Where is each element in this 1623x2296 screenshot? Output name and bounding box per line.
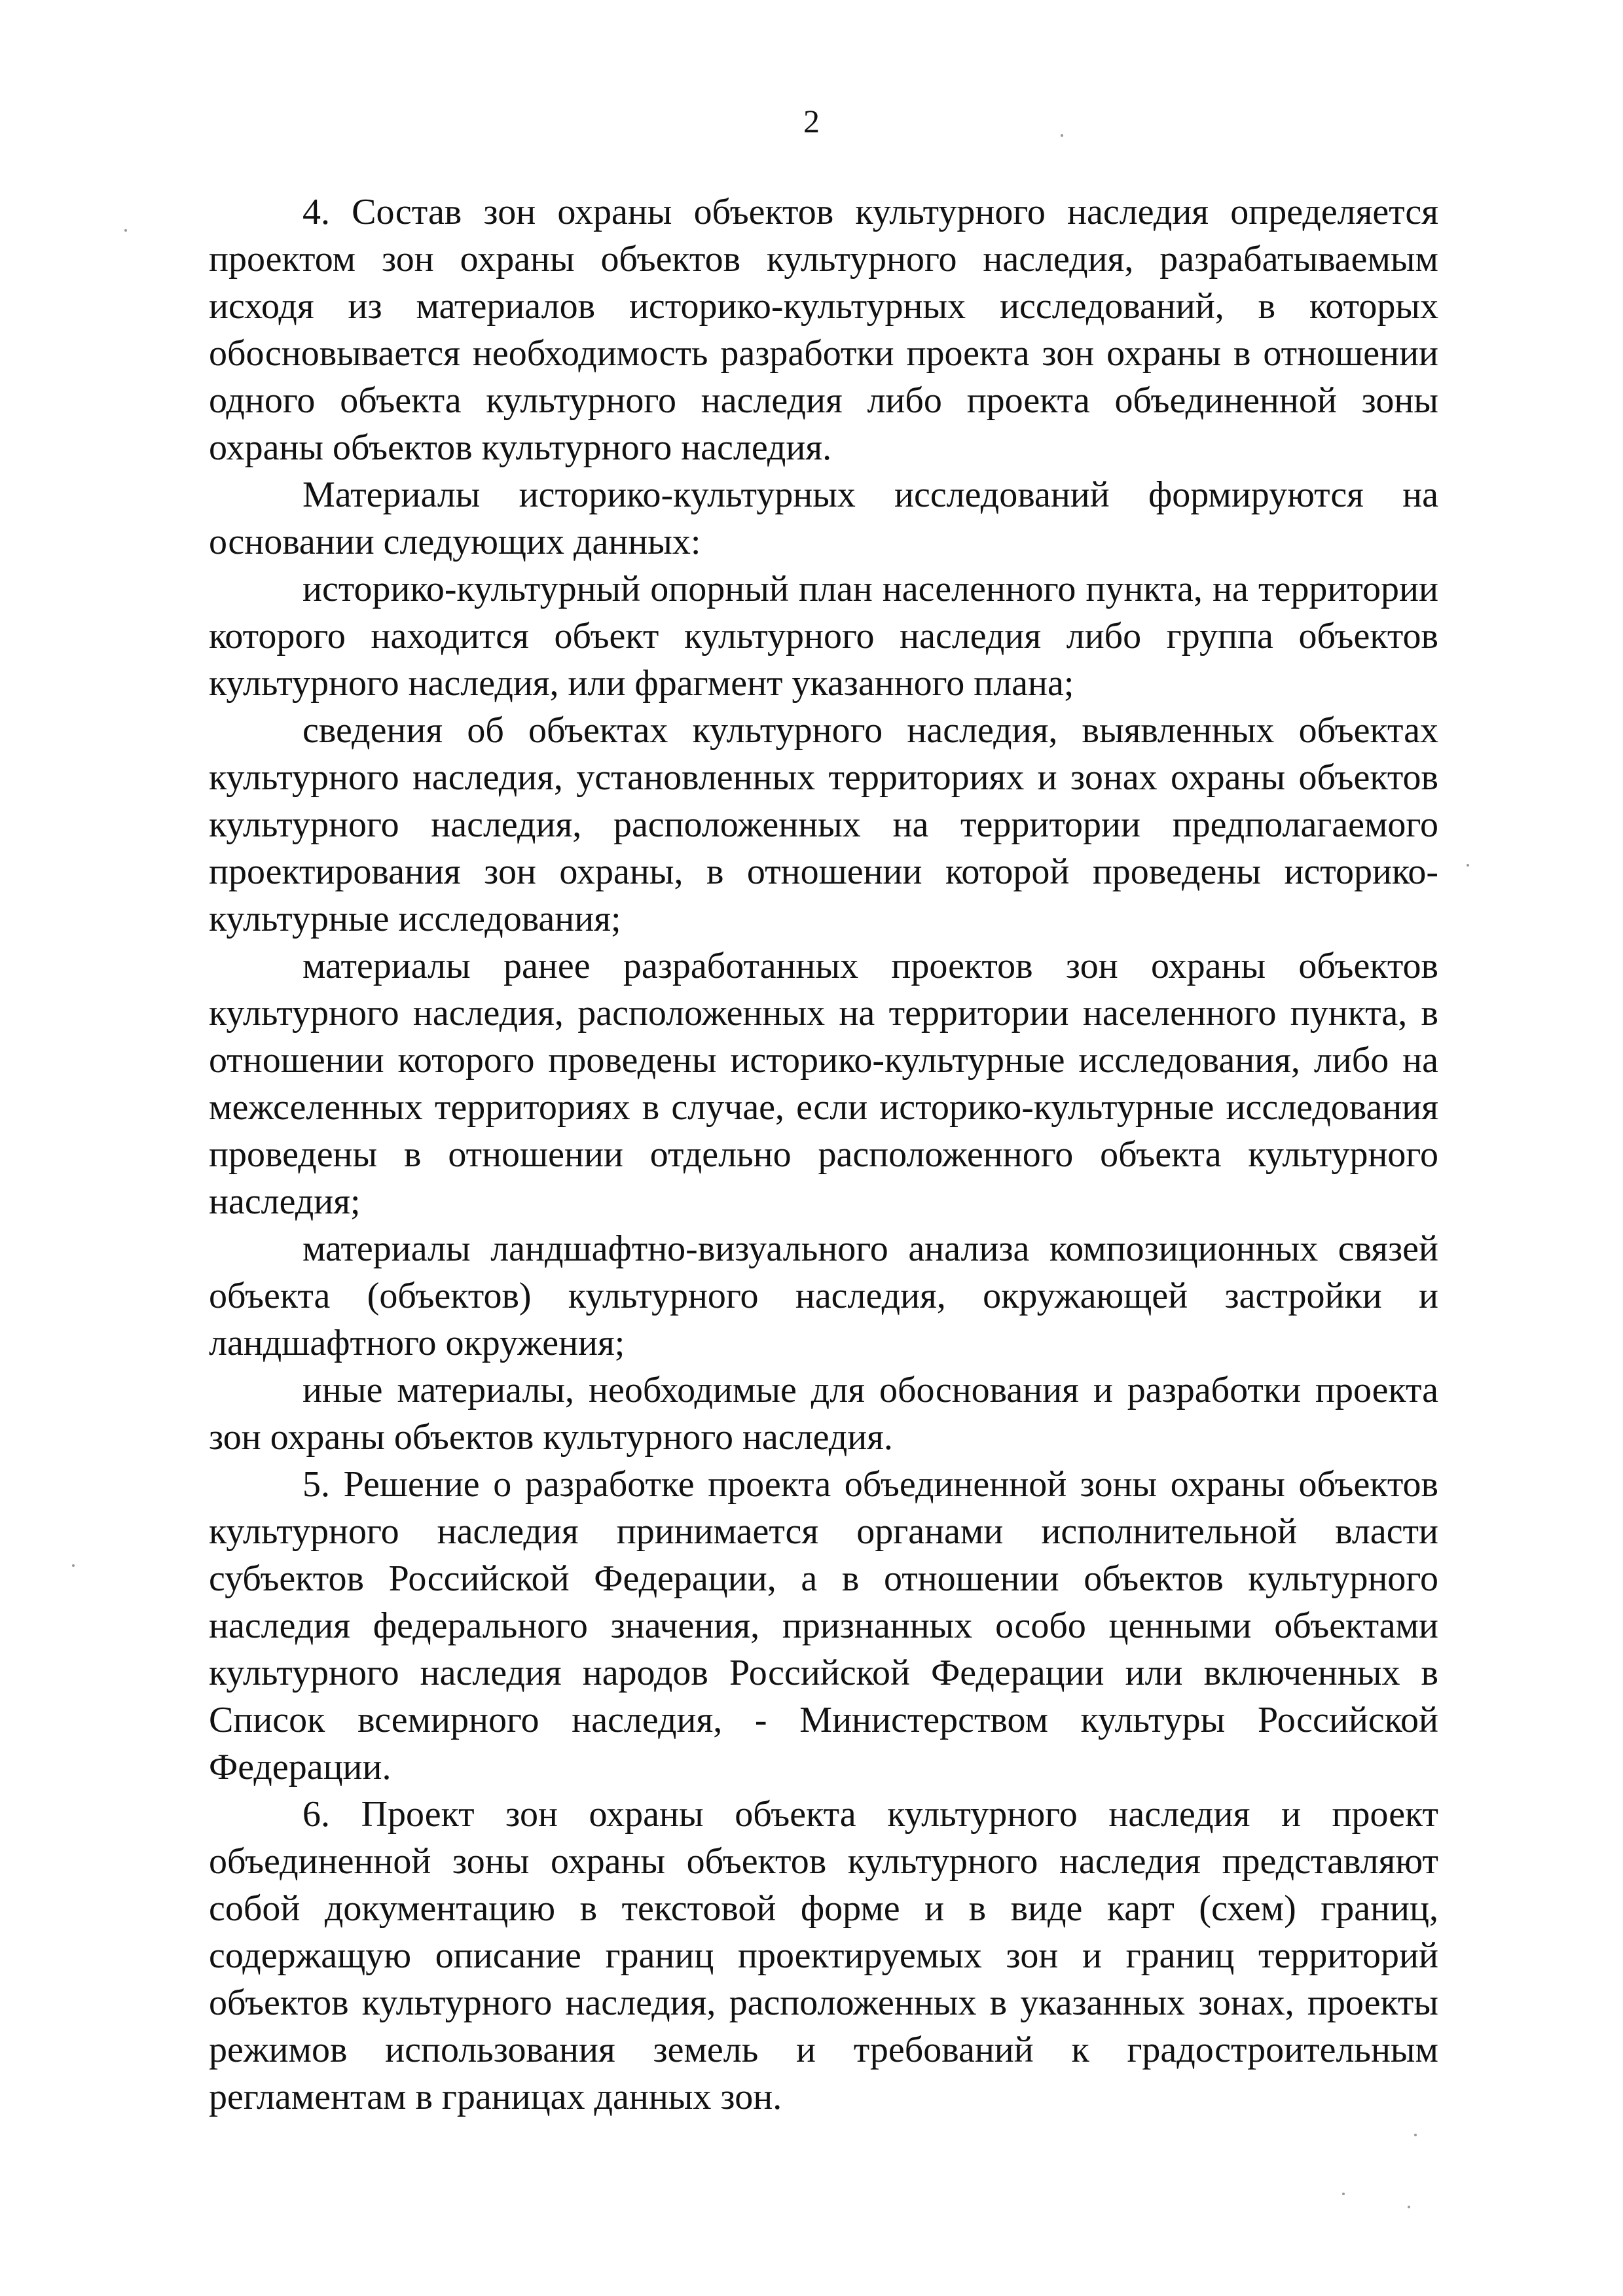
list-item-landscape-analysis: материалы ландшафтно-визуального анализа композиционных связей объекта (объектов) культурного наследия, окружающей застройки и ландшафтного окружения;: [209, 1229, 1438, 1363]
list-item-support-plan: историко-культурный опорный план населенного пункта, на территории которого находится объект культурного наследия либо группа объектов культурного наследия, или фрагмент указанного плана;: [209, 569, 1438, 704]
scan-speck: [72, 1564, 75, 1567]
scan-speck: [1467, 864, 1469, 867]
scan-speck: [1061, 134, 1063, 137]
list-item-previous-projects: материалы ранее разработанных проектов зон охраны объектов культурного наследия, расположенных на территории населенного пункта, в отношении которого проведены историко-культурные исследования, либо на межселенных территориях в случае, если историко-культурные исследования проведены в отношении отдельно расположенного объекта культурного наследия;: [209, 946, 1438, 1222]
scan-speck: [1414, 2134, 1417, 2136]
scan-speck: [124, 229, 127, 232]
scan-speck: [1342, 2193, 1345, 2195]
scan-speck: [1408, 2206, 1410, 2208]
paragraph-6-project-content: 6. Проект зон охраны объекта культурного наследия и проект объединенной зоны охраны объектов культурного наследия представляют собой документацию в текстовой форме и в виде карт (схем) границ, содержащую описание границ проектируемых зон и границ территорий объектов культурного наследия, расположенных в указанных зонах, проекты режимов использования земель и требований к градостроительным регламентам в границах данных зон.: [209, 1794, 1438, 2117]
page-number: 2: [803, 103, 820, 139]
list-item-other-materials: иные материалы, необходимые для обоснования и разработки проекта зон охраны объектов культурного наследия.: [209, 1370, 1438, 1458]
document-body: [209, 188, 1438, 2121]
paragraph-5-decision: 5. Решение о разработке проекта объединенной зоны охраны объектов культурного наследия принимается органами исполнительной власти субъектов Российской Федерации, а в отношении объектов культурного наследия федерального значения, признанных особо ценными объектами культурного наследия народов Российской Федерации или включенных в Список всемирного наследия, - Министерством культуры Российской Федерации.: [209, 1464, 1438, 1787]
paragraph-research-materials-intro: Материалы историко-культурных исследований формируются на основании следующих данных:: [209, 475, 1438, 562]
list-item-heritage-info: сведения об объектах культурного наследия, выявленных объектах культурного наследия, установленных территориях и зонах охраны объектов культурного наследия, расположенных на территории предполагаемого проектирования зон охраны, в отношении которой проведены историко-культурные исследования;: [209, 710, 1438, 939]
paragraph-4-zone-composition: 4. Состав зон охраны объектов культурного наследия определяется проектом зон охраны объектов культурного наследия, разрабатываемым исходя из материалов историко-культурных исследований, в которых обосновывается необходимость разработки проекта зон охраны в отношении одного объекта культурного наследия либо проекта объединенной зоны охраны объектов культурного наследия.: [209, 192, 1438, 468]
